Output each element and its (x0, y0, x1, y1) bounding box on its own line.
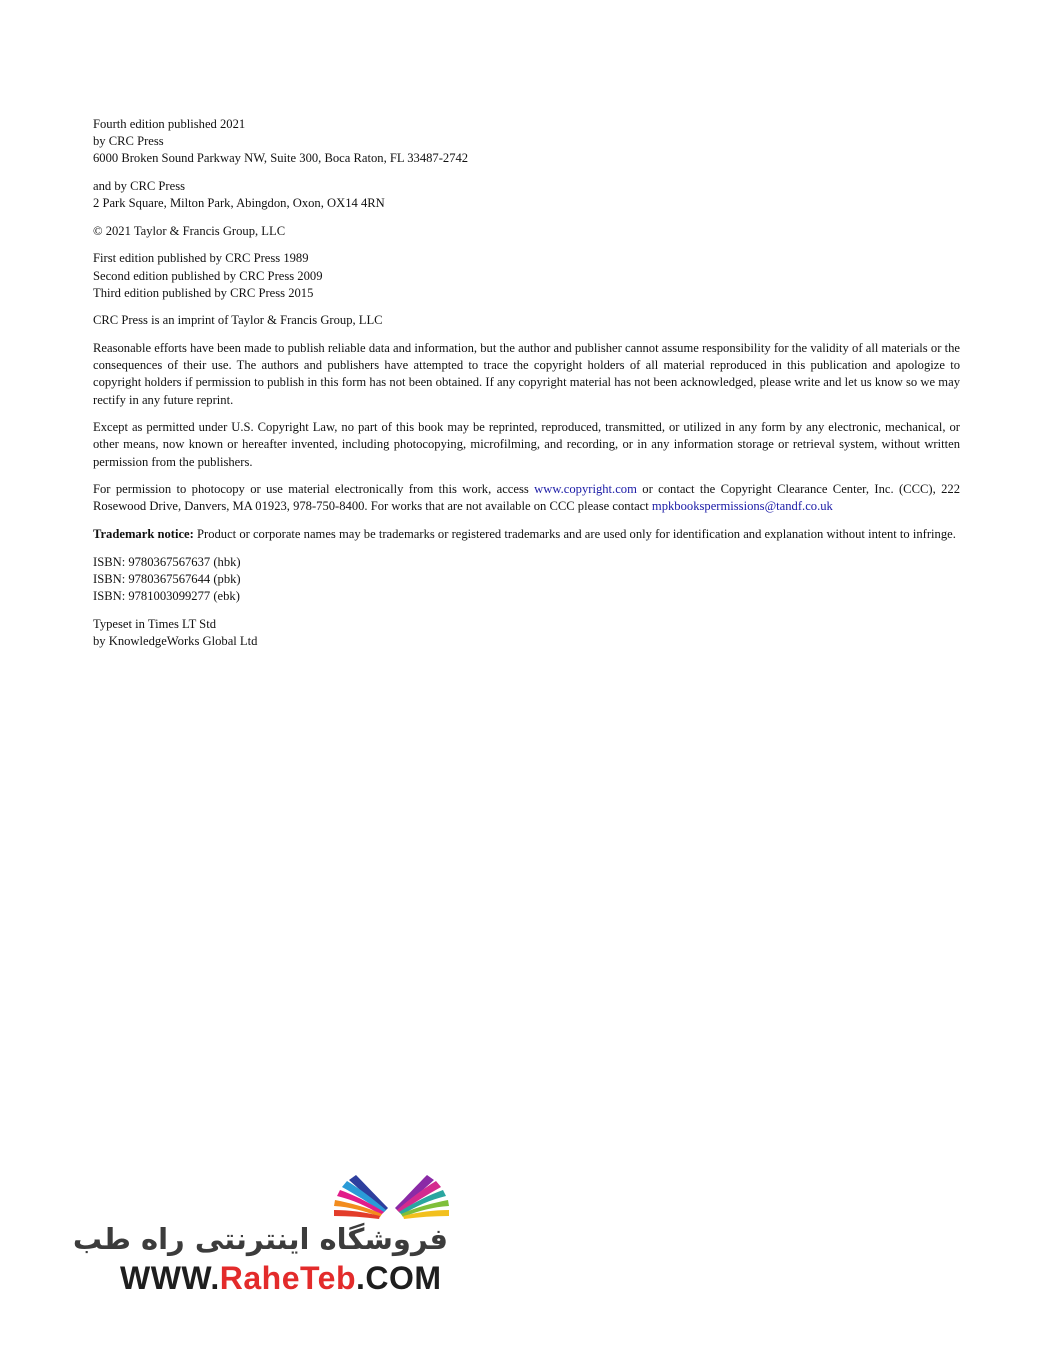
uk-address-block (93, 178, 960, 212)
copyright-website-link[interactable]: www.copyright.com (534, 482, 637, 497)
raheteb-watermark-logo (72, 1160, 454, 1300)
third-edition: Third edition published by CRC Press 2015 (93, 285, 314, 300)
isbn-hbk: ISBN: 9780367567637 (hbk) (93, 554, 241, 569)
edition-history (93, 250, 960, 302)
copyright-page (93, 116, 960, 660)
watermark-persian-text: فروشگاه اینترنتی راه طب (72, 1222, 448, 1256)
publisher-address-block (93, 116, 960, 168)
trademark-label: Trademark notice: (93, 526, 194, 541)
permissions-email-link[interactable]: mpkbookspermissions@tandf.co.uk (651, 499, 833, 514)
second-edition: Second edition published by CRC Press 2009 (93, 268, 323, 283)
publisher-address: 6000 Broken Sound Parkway NW, Suite 300, Boca Raton, FL 33487-2742 (93, 151, 469, 166)
photocopy-text-1: For permission to photocopy or use material electronically from this work, access (93, 482, 535, 497)
imprint-statement: CRC Press is an imprint of Taylor & Francis Group, LLC (93, 313, 383, 328)
edition-line: Fourth edition published 2021 (93, 117, 246, 131)
permissions-paragraph: Except as permitted under U.S. Copyright Law, no part of this book may be reprinted, reproduced, transmitted, or utilized in any form by any electronic, mechanical, or other means, now known or hereafter invented, including photocopying, microfilming, and recording, or in any information storage or retrieval system, without written permission from the publishers. (93, 420, 960, 469)
watermark-url (120, 1260, 442, 1297)
isbn-ebk: ISBN: 9781003099277 (ebk) (93, 588, 240, 603)
typeset-block (93, 616, 960, 650)
watermark-url-prefix: WWW. (120, 1260, 220, 1296)
trademark-text: Product or corporate names may be trademarks or registered trademarks and are used only for identification and explanation without intent to infringe. (193, 526, 956, 541)
uk-publisher-address: 2 Park Square, Milton Park, Abingdon, Oxon, OX14 4RN (93, 196, 385, 211)
trademark-paragraph (93, 526, 960, 543)
photocopy-paragraph (93, 481, 960, 515)
isbn-block (93, 554, 960, 606)
publisher-name: by CRC Press (93, 134, 164, 149)
open-book-icon (118, 1160, 454, 1230)
isbn-pbk: ISBN: 9780367567644 (pbk) (93, 571, 241, 586)
typesetter: by KnowledgeWorks Global Ltd (93, 633, 258, 648)
uk-publisher-name: and by CRC Press (93, 179, 186, 193)
watermark-url-suffix: .COM (356, 1260, 442, 1296)
watermark-url-brand: RaheTeb (219, 1260, 356, 1296)
first-edition: First edition published by CRC Press 1989 (93, 251, 309, 266)
copyright-line: © 2021 Taylor & Francis Group, LLC (93, 223, 286, 238)
typeset-font: Typeset in Times LT Std (93, 616, 216, 631)
photocopy-text-2: or contact the Copyright Clearance Center, Inc. (CCC), 222 Rosewood Drive, Danvers, MA 01923, 978-750-8400. For works that are not available on CCC please contact (93, 482, 960, 514)
disclaimer-paragraph: Reasonable efforts have been made to publish reliable data and information, but the author and publisher cannot assume responsibility for the validity of all materials or the consequences of their use. The authors and publishers have attempted to trace the copyright holders of all material reproduced in this publication and apologize to copyright holders if permission to publish in this form has not been obtained. If any copyright material has not been acknowledged, please write and let us know so we may rectify in any future reprint. (93, 340, 960, 407)
